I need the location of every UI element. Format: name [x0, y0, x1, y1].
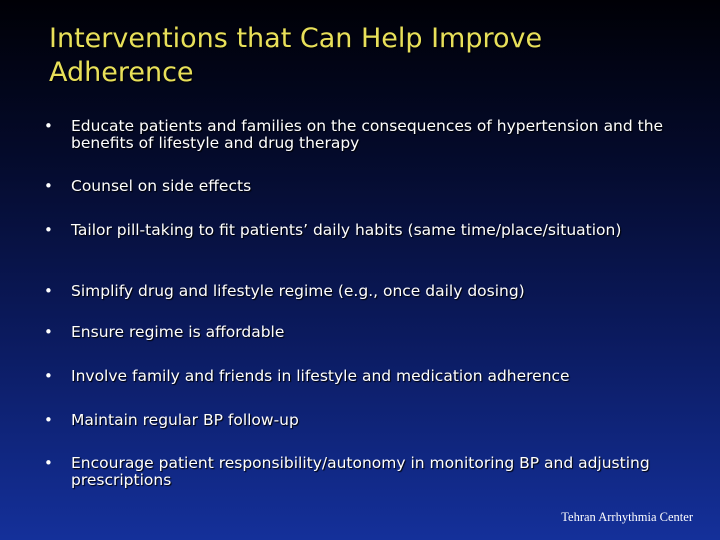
bullet-icon: • [44, 367, 53, 385]
slide-title: Interventions that Can Help Improve Adherence [49, 23, 543, 88]
bullet-text: Educate patients and families on the consequences of hypertension and the benefits of lifestyle and drug therapy [71, 117, 664, 152]
bullet-icon: • [44, 323, 53, 341]
bullet-icon: • [44, 117, 53, 135]
bullet-text: Simplify drug and lifestyle regime (e.g., once daily dosing) [71, 282, 525, 300]
footer-credit: Tehran Arrhythmia Center [561, 510, 693, 524]
bullet-icon: • [44, 411, 53, 429]
bullet-text: Encourage patient responsibility/autonomy in monitoring BP and adjusting prescriptions [71, 454, 650, 489]
bullet-text: Counsel on side effects [71, 177, 252, 195]
bullet-icon: • [44, 221, 53, 239]
bullet-icon: • [44, 282, 53, 300]
bullet-icon: • [44, 454, 53, 472]
bullet-icon: • [44, 177, 53, 195]
bullet-text: Tailor pill-taking to fit patients’ daily habits (same time/place/situation) [71, 221, 622, 239]
bullet-text: Ensure regime is affordable [71, 323, 285, 341]
bullet-text: Maintain regular BP follow-up [71, 411, 299, 429]
bullet-text: Involve family and friends in lifestyle and medication adherence [71, 367, 570, 385]
